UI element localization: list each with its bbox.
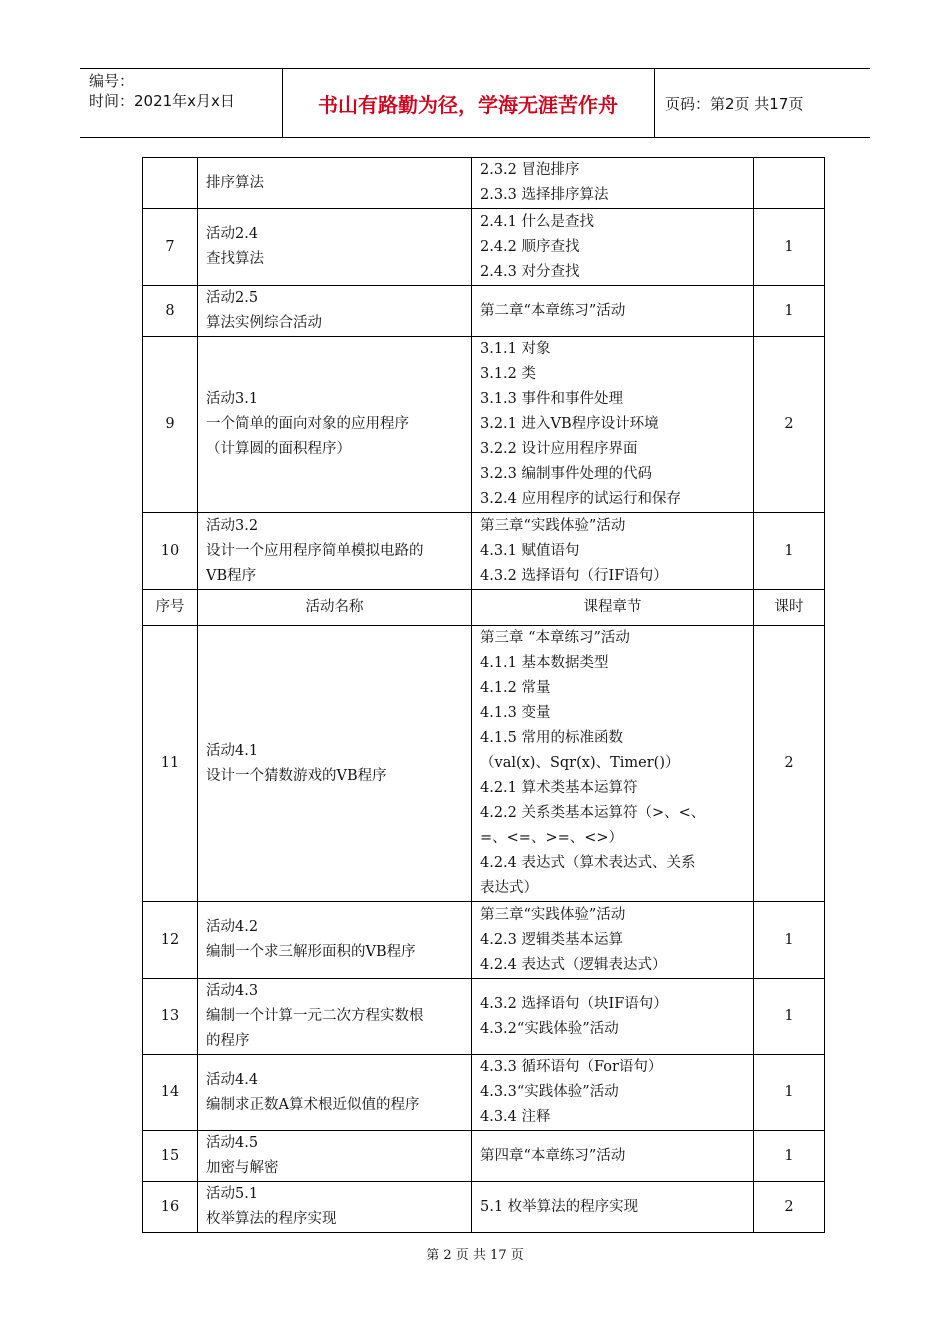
course-section-line: 4.2.4 表达式（算术表达式、关系 bbox=[480, 855, 696, 871]
row-activity-name bbox=[198, 1131, 472, 1182]
course-section-line: 4.1.3 变量 bbox=[480, 705, 551, 721]
page-header bbox=[80, 68, 870, 138]
row-seq: 7 bbox=[143, 209, 198, 286]
course-section-line: 4.3.4 注释 bbox=[480, 1109, 551, 1125]
document-date: 时间：2021年x月x日 bbox=[89, 92, 235, 110]
activity-name-line: 活动4.5 bbox=[206, 1135, 259, 1151]
row-course-sections bbox=[472, 337, 754, 513]
row-seq: 10 bbox=[143, 513, 198, 590]
table-body-bottom bbox=[143, 626, 825, 1233]
row-hours: 1 bbox=[754, 1131, 825, 1182]
activity-name-line: 编制一个计算一元二次方程实数根 bbox=[206, 1008, 424, 1024]
row-activity-name bbox=[198, 158, 472, 209]
table-row bbox=[143, 902, 825, 979]
course-section-line: 3.2.1 进入VB程序设计环境 bbox=[480, 416, 659, 432]
course-section-line: 4.3.1 赋值语句 bbox=[480, 542, 580, 559]
activity-name-line: 编制一个求三解形面积的VB程序 bbox=[206, 944, 416, 960]
activity-name-line: 一个简单的面向对象的应用程序 bbox=[206, 416, 409, 432]
document-code-label: 编号： bbox=[89, 72, 135, 90]
row-activity-name bbox=[198, 513, 472, 590]
course-section-line: 4.1.1 基本数据类型 bbox=[480, 655, 609, 671]
table-header-row bbox=[143, 590, 825, 626]
course-section-line: 4.2.1 算术类基本运算符 bbox=[480, 780, 638, 796]
course-section-line: 4.2.4 表达式（逻辑表达式） bbox=[480, 956, 667, 973]
course-section-line: 4.2.2 关系类基本运算符（>、<、 bbox=[480, 805, 706, 821]
table-row bbox=[143, 158, 825, 209]
course-section-line: 第二章“本章练习”活动 bbox=[480, 302, 626, 319]
course-section-line: 第三章 “本章练习”活动 bbox=[480, 630, 630, 646]
page-footer: 第 2 页 共 17 页 bbox=[426, 1248, 524, 1263]
row-course-sections bbox=[472, 626, 754, 902]
header-hours: 课时 bbox=[754, 590, 825, 626]
row-course-sections bbox=[472, 979, 754, 1055]
header-activity-name: 活动名称 bbox=[198, 590, 472, 626]
course-section-line: 第三章“实践体验”活动 bbox=[480, 517, 626, 534]
course-section-line: 4.3.2 选择语句（行IF语句） bbox=[480, 567, 668, 584]
table-row bbox=[143, 1055, 825, 1131]
course-section-line: 4.1.2 常量 bbox=[480, 680, 551, 696]
table-row bbox=[143, 337, 825, 513]
row-activity-name bbox=[198, 979, 472, 1055]
course-section-line: =、<=、>=、<>） bbox=[480, 830, 624, 846]
course-section-line: 5.1 枚举算法的程序实现 bbox=[480, 1198, 639, 1215]
row-activity-name bbox=[198, 626, 472, 902]
header-course-section: 课程章节 bbox=[472, 590, 754, 626]
course-section-line: 3.1.1 对象 bbox=[480, 341, 551, 357]
table-body-top bbox=[143, 158, 825, 590]
course-section-line: 2.4.2 顺序查找 bbox=[480, 238, 580, 255]
row-seq: 14 bbox=[143, 1055, 198, 1131]
activity-name-line: 编制求正数A算术根近似值的程序 bbox=[206, 1096, 420, 1113]
activity-name-line: 加密与解密 bbox=[206, 1160, 279, 1176]
course-section-line: 表达式） bbox=[480, 880, 538, 896]
table-row bbox=[143, 979, 825, 1055]
header-page-number: 页码：第2页 共17页 bbox=[665, 94, 804, 113]
course-section-line: 4.3.3 循环语句（For语句） bbox=[480, 1059, 663, 1075]
course-section-line: 2.3.3 选择排序算法 bbox=[480, 187, 609, 203]
header-motto: 书山有路勤为径，学海无涯苦作舟 bbox=[318, 92, 618, 117]
table-row bbox=[143, 286, 825, 337]
row-course-sections bbox=[472, 1182, 754, 1233]
row-course-sections bbox=[472, 902, 754, 979]
course-section-line: 2.4.1 什么是查找 bbox=[480, 213, 595, 230]
row-activity-name bbox=[198, 902, 472, 979]
row-seq: 13 bbox=[143, 979, 198, 1055]
row-hours: 2 bbox=[754, 337, 825, 513]
course-section-line: 3.2.4 应用程序的试运行和保存 bbox=[480, 491, 682, 507]
header-meta bbox=[89, 71, 235, 111]
activity-name-line: 活动3.2 bbox=[206, 517, 259, 534]
row-seq: 11 bbox=[143, 626, 198, 902]
row-seq: 16 bbox=[143, 1182, 198, 1233]
row-hours: 2 bbox=[754, 626, 825, 902]
activity-name-line: 设计一个应用程序简单模拟电路的 bbox=[206, 542, 424, 559]
course-section-line: 4.2.3 逻辑类基本运算 bbox=[480, 931, 624, 948]
row-hours: 1 bbox=[754, 209, 825, 286]
row-seq bbox=[143, 158, 198, 209]
activity-name-line: 算法实例综合活动 bbox=[206, 315, 322, 331]
activity-name-line: 设计一个猜数游戏的VB程序 bbox=[206, 767, 387, 784]
row-activity-name bbox=[198, 209, 472, 286]
activity-name-line: 查找算法 bbox=[206, 251, 264, 267]
row-hours: 1 bbox=[754, 286, 825, 337]
course-section-line: 4.1.5 常用的标准函数 bbox=[480, 730, 624, 746]
header-seq: 序号 bbox=[143, 590, 198, 626]
activity-name-line: 活动5.1 bbox=[206, 1186, 259, 1202]
course-section-line: 3.2.2 设计应用程序界面 bbox=[480, 441, 638, 457]
row-hours: 1 bbox=[754, 979, 825, 1055]
table-row bbox=[143, 626, 825, 902]
row-activity-name bbox=[198, 1182, 472, 1233]
row-activity-name bbox=[198, 1055, 472, 1131]
row-hours: 1 bbox=[754, 1055, 825, 1131]
row-course-sections bbox=[472, 513, 754, 590]
course-section-line: 4.3.2 选择语句（块IF语句） bbox=[480, 995, 668, 1012]
course-section-line: 2.3.2 冒泡排序 bbox=[480, 162, 580, 178]
course-section-line: （val(x)、Sqr(x)、Timer()） bbox=[480, 755, 680, 771]
row-activity-name bbox=[198, 337, 472, 513]
row-seq: 12 bbox=[143, 902, 198, 979]
row-course-sections bbox=[472, 1131, 754, 1182]
activity-name-line: 活动4.4 bbox=[206, 1071, 259, 1088]
course-section-line: 4.3.3“实践体验”活动 bbox=[480, 1084, 619, 1100]
table-row bbox=[143, 1182, 825, 1233]
activity-name-line: （计算圆的面积程序） bbox=[206, 441, 351, 457]
row-course-sections bbox=[472, 158, 754, 209]
row-hours: 2 bbox=[754, 1182, 825, 1233]
course-section-line: 3.1.2 类 bbox=[480, 366, 537, 382]
row-course-sections bbox=[472, 286, 754, 337]
row-seq: 9 bbox=[143, 337, 198, 513]
row-course-sections bbox=[472, 1055, 754, 1131]
course-section-line: 2.4.3 对分查找 bbox=[480, 263, 580, 280]
row-hours: 1 bbox=[754, 902, 825, 979]
course-section-line: 3.1.3 事件和事件处理 bbox=[480, 391, 624, 407]
table-row bbox=[143, 513, 825, 590]
activity-name-line: 活动2.5 bbox=[206, 290, 259, 306]
activity-name-line: 活动4.2 bbox=[206, 919, 259, 935]
course-section-line: 4.3.2“实践体验”活动 bbox=[480, 1020, 619, 1037]
table-row bbox=[143, 1131, 825, 1182]
activity-name-line: 活动4.3 bbox=[206, 983, 259, 999]
row-seq: 15 bbox=[143, 1131, 198, 1182]
course-section-line: 第三章“实践体验”活动 bbox=[480, 906, 626, 923]
activity-name-line: 活动4.1 bbox=[206, 742, 259, 759]
activity-name-line: 的程序 bbox=[206, 1033, 250, 1049]
activity-name-line: 枚举算法的程序实现 bbox=[206, 1211, 337, 1227]
table-header-row-group bbox=[143, 590, 825, 626]
row-hours bbox=[754, 158, 825, 209]
course-section-line: 3.2.3 编制事件处理的代码 bbox=[480, 466, 653, 482]
table-row bbox=[143, 209, 825, 286]
row-activity-name bbox=[198, 286, 472, 337]
activity-name-line: 排序算法 bbox=[206, 174, 264, 191]
activity-name-line: 活动3.1 bbox=[206, 391, 259, 407]
activity-name-line: VB程序 bbox=[206, 567, 257, 584]
activity-name-line: 活动2.4 bbox=[206, 226, 259, 242]
curriculum-table bbox=[142, 157, 825, 1233]
course-section-line: 第四章“本章练习”活动 bbox=[480, 1147, 626, 1164]
row-hours: 1 bbox=[754, 513, 825, 590]
row-course-sections bbox=[472, 209, 754, 286]
row-seq: 8 bbox=[143, 286, 198, 337]
